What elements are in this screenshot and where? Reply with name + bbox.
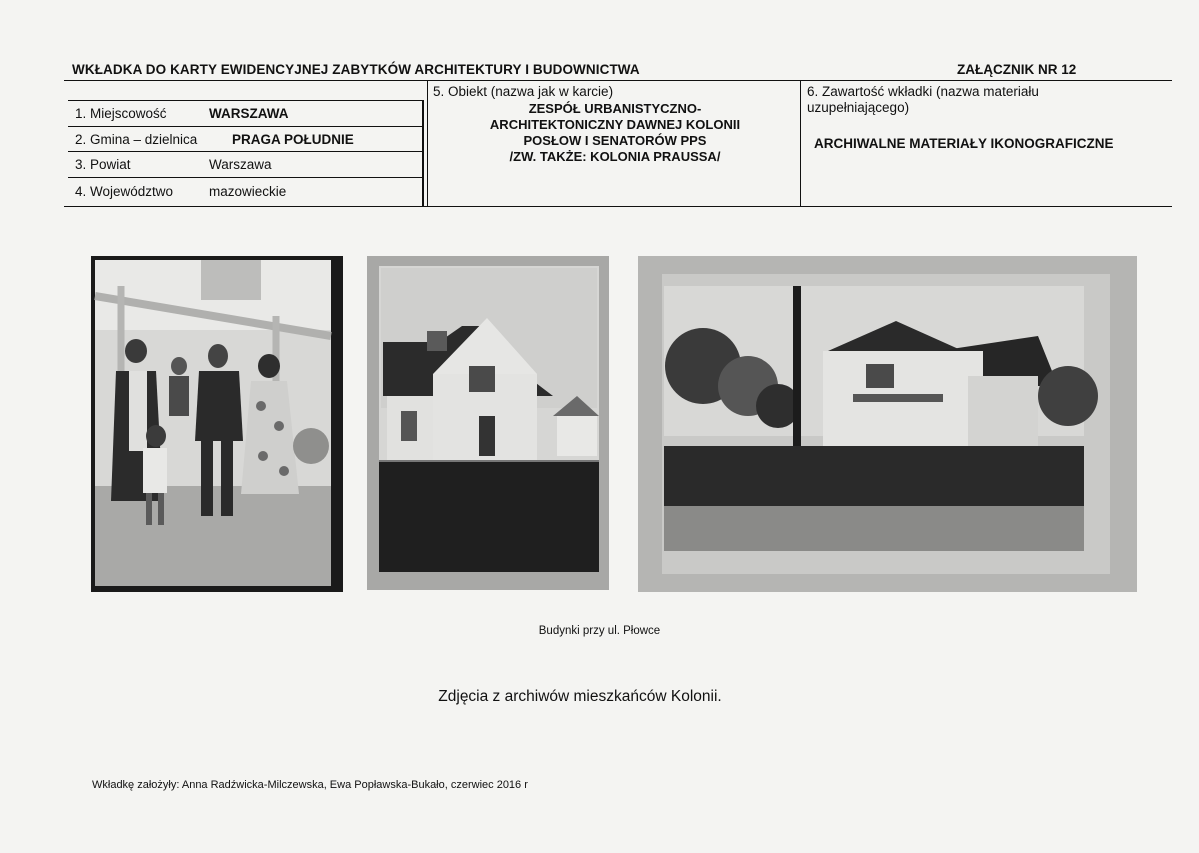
authors-footer: Wkładkę założyły: Anna Radźwicka-Milczewska, Ewa Popławska-Bukało, czerwiec 2016 r [92,779,528,791]
contents-label [807,84,1107,116]
bottom-rule [64,206,1172,207]
object-left-border [427,80,428,207]
photo-caption: Budynki przy ul. Płowce [538,625,661,637]
voivodeship-label: 4. Województwo [75,184,174,199]
county-label: 3. Powiat [75,157,131,172]
fields-rule-3 [68,177,424,178]
photo-family [91,256,343,592]
locality-label: 1. Miejscowość [75,106,167,121]
header-rule [64,80,1172,81]
fields-top-rule [68,100,424,101]
voivodeship-value: mazowieckie [209,184,287,199]
municipality-value: PRAGA POŁUDNIE [232,132,354,147]
locality-value: WARSZAWA [209,106,289,121]
photo-villa [367,256,609,590]
fields-rule-1 [68,126,424,127]
object-label: 5. Obiekt (nazwa jak w karcie) [433,84,614,99]
contents-label-line: 6. Zawartość wkładki (nazwa materiału [807,84,1039,99]
photo-house [638,256,1137,592]
municipality-label: 2. Gmina – dzielnica [75,132,198,147]
county-value: Warszawa [209,157,272,172]
document-title: WKŁADKA DO KARTY EWIDENCYJNEJ ZABYTKÓW ARCHITEKTURY I BUDOWNICTWA [72,62,640,77]
fields-right-border [422,100,424,207]
object-name [430,101,800,165]
object-name-line: /ZW. TAKŻE: KOLONIA PRAUSSA/ [509,149,721,164]
annex-number: ZAŁĄCZNIK NR 12 [957,62,1077,77]
fields-rule-2 [68,151,424,152]
object-name-line: POSŁOW I SENATORÓW PPS [523,133,707,148]
archive-note: Zdjęcia z archiwów mieszkańców Kolonii. [438,688,722,705]
object-name-line: ZESPÓŁ URBANISTYCZNO- [528,101,702,116]
object-name-line: ARCHITEKTONICZNY DAWNEJ KOLONII [489,117,741,132]
contents-value: ARCHIWALNE MATERIAŁY IKONOGRAFICZNE [814,136,1114,151]
contents-left-border [800,80,801,207]
contents-label-line: uzupełniającego) [807,100,910,115]
